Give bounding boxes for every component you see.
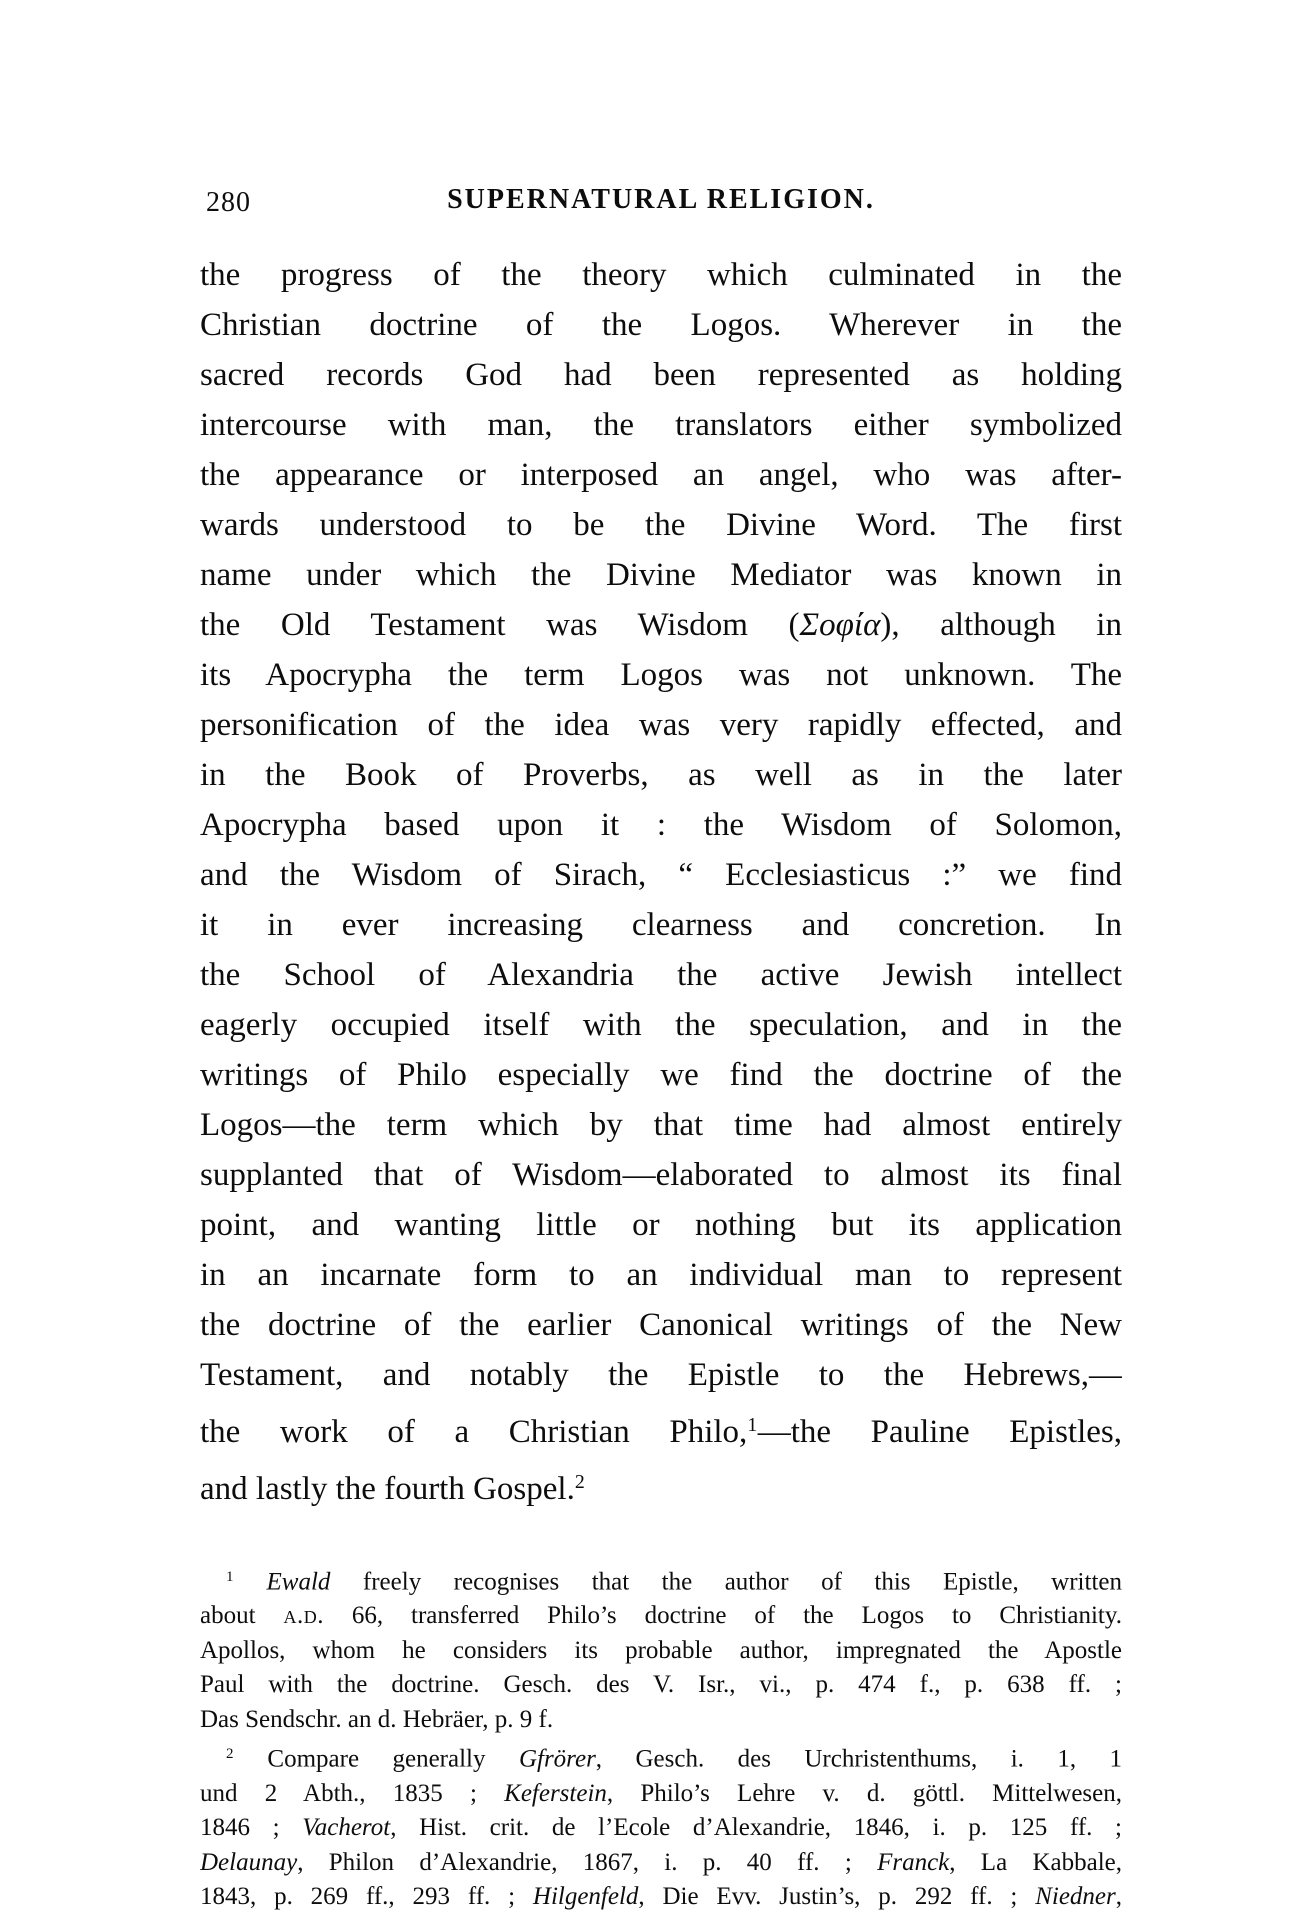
text-line: Apollos, whom he considers its probable author, impregnated the Apostle: [200, 1636, 1122, 1664]
body-paragraph: [200, 250, 1122, 1514]
text-line: the School of Alexandria the active Jewish intellect: [200, 957, 1122, 993]
text-line: Christian doctrine of the Logos. Wherever in the: [200, 307, 1122, 343]
text-line: the appearance or interposed an angel, who was after-: [200, 457, 1122, 493]
text-line: intercourse with man, the translators either symbolized: [200, 407, 1122, 443]
running-title: SUPERNATURAL RELIGION.: [447, 184, 875, 215]
footnotes-section: [200, 1560, 1122, 1915]
text-line: Apocrypha based upon it : the Wisdom of Solomon,: [200, 807, 1122, 843]
text-line: Testament, and notably the Epistle to the Hebrews,—: [200, 1357, 1122, 1393]
text-line: personification of the idea was very rapidly effected, and: [200, 707, 1122, 743]
page-number: 280: [206, 187, 251, 218]
text-line: Paul with the doctrine. Gesch. des V. Isr., vi., p. 474 f., p. 638 ff. ;: [200, 1671, 1122, 1699]
text-line: supplanted that of Wisdom—elaborated to almost its final: [200, 1157, 1122, 1193]
text-line: and the Wisdom of Sirach, “ Ecclesiasticus :” we find: [200, 857, 1122, 893]
text-line: writings of Philo especially we find the doctrine of the: [200, 1057, 1122, 1093]
text-line: its Apocrypha the term Logos was not unknown. The: [200, 657, 1122, 693]
text-line: and lastly the fourth Gospel.$^2$: [200, 1470, 586, 1507]
footnote-1: [200, 1560, 1122, 1737]
text-line: name under which the Divine Mediator was known in: [200, 557, 1122, 593]
text-line: in an incarnate form to an individual man to represent: [200, 1257, 1122, 1293]
text-line: und 2 Abth., 1835 ; Keferstein, Philo’s Lehre v. d. göttl. Mittelwesen,: [200, 1779, 1122, 1807]
text-line: $^2$ Compare generally Gfrörer, Gesch. des Urchristenthums, i. 1, 1: [226, 1745, 1122, 1773]
text-line: Logos—the term which by that time had almost entirely: [200, 1107, 1122, 1143]
text-line: the work of a Christian Philo,$^1$—the Pauline Epistles,: [200, 1413, 1122, 1450]
page-header: [200, 184, 1122, 216]
text-line: $^1$ Ewald freely recognises that the author of this Epistle, written: [226, 1568, 1122, 1595]
text-line: about a.d. 66, transferred Philo’s doctrine of the Logos to Christianity.: [200, 1602, 1122, 1630]
text-line: the Old Testament was Wisdom (Σοφία), although in: [200, 607, 1122, 643]
text-line: Delaunay, Philon d’Alexandrie, 1867, i. p. 40 ff. ; Franck, La Kabbale,: [200, 1848, 1122, 1876]
footnote-2: [200, 1737, 1122, 1914]
text-line: point, and wanting little or nothing but its application: [200, 1207, 1122, 1243]
text-line: eagerly occupied itself with the speculation, and in the: [200, 1007, 1122, 1043]
text-line: it in ever increasing clearness and concretion. In: [200, 907, 1122, 943]
text-line: the progress of the theory which culminated in the: [200, 257, 1122, 293]
text-line: the doctrine of the earlier Canonical writings of the New: [200, 1307, 1122, 1343]
text-block: [200, 184, 1122, 1914]
text-line: 1846 ; Vacherot, Hist. crit. de l’Ecole d’Alexandrie, 1846, i. p. 125 ff. ;: [200, 1814, 1122, 1842]
text-line: sacred records God had been represented as holding: [200, 357, 1122, 393]
text-line: 1843, p. 269 ff., 293 ff. ; Hilgenfeld, Die Evv. Justin’s, p. 292 ff. ; Niedner,: [200, 1882, 1122, 1910]
text-line: wards understood to be the Divine Word. The first: [200, 507, 1122, 543]
text-line: in the Book of Proverbs, as well as in the later: [200, 757, 1122, 793]
text-line: Das Sendschr. an d. Hebräer, p. 9 f.: [200, 1705, 554, 1733]
